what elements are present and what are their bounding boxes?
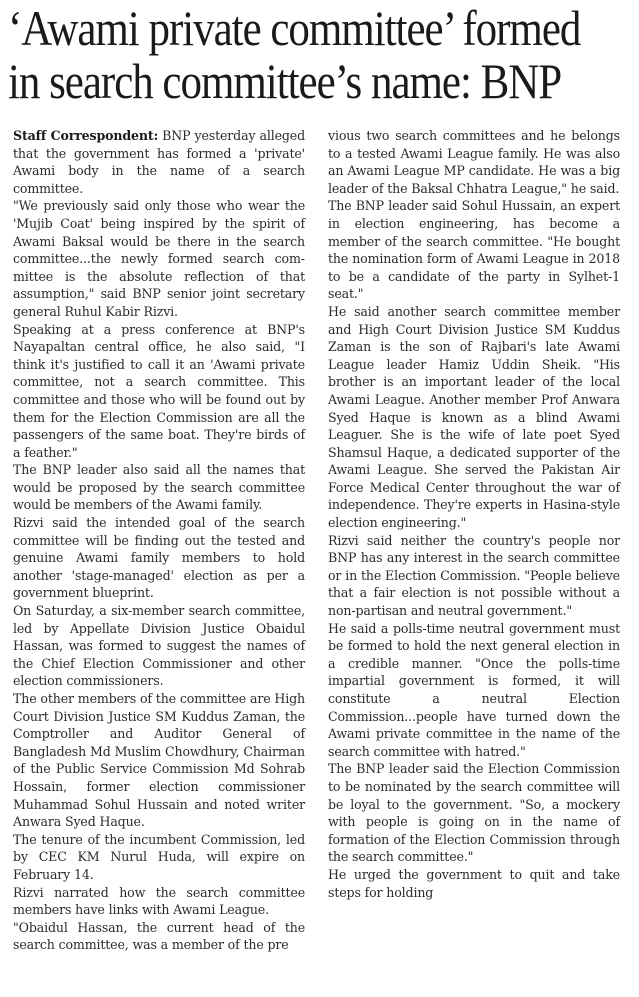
- paragraph: vious two search committees and he belongs to a tested Awami League family. He was also an Awami League MP candidate. He was a big leader of the Baksal Chhatra League," he said.: [328, 128, 620, 196]
- paragraph: Rizvi narrated how the search committee members have links with Awami League.: [13, 884, 305, 918]
- paragraph: He said a polls-time neutral government must be formed to hold the next general election in a credible manner. "Once the polls-time impartial government is formed, it will constitute a neutral Election Commission...people have turned down the Awami private committee in the name of the search committee with hatred.": [328, 620, 620, 759]
- paragraph: Rizvi said neither the country's people nor BNP has any interest in the search committee or in the Election Commission. "People believe that a fair election is not possible without a non-partisan and neutral government.": [328, 532, 620, 619]
- paragraph: "We previously said only those who wear the 'Mujib Coat' being inspired by the spirit of Awami Baksal would be there in the search committee...the newly formed search committee is the absolute reflection of that assumption," said BNP senior joint secretary general Ruhul Kabir Rizvi.: [13, 198, 305, 319]
- paragraph: The tenure of the incumbent Commission, led by CEC KM Nurul Huda, will expire on February 14.: [13, 831, 305, 882]
- article-column-right: [328, 127, 620, 901]
- paragraph: On Saturday, a six-member search committee, led by Appellate Division Justice Obaidul Hassan, was formed to suggest the names of the Chief Election Commissioner and other election commissioners.: [13, 603, 305, 689]
- headline: [8, 0, 581, 109]
- paragraph: The other members of the committee are High Court Division Justice SM Kuddus Zaman, the Comptroller and Auditor General of Bangladesh Md Muslim Chowdhury, Chairman of the Public Service Commission Md Sohrab Hossain, former election commissioner Muhammad Sohul Hussain and noted writer Anwara Syed Haque.: [13, 691, 305, 830]
- paragraph: He urged the government to quit and take steps for holding: [328, 866, 620, 900]
- paragraph: Speaking at a press conference at BNP's Nayapaltan central office, he also said, "I think it's justified to call it an 'Awami private committee, not a search committee. This committee and those who will be found out by them for the Election Commission are all the passengers of the same boat. They're birds of a feather.": [13, 321, 305, 460]
- paragraph: He said another search committee member and High Court Division Justice SM Kuddus Zaman is the son of Rajbari's late Awami League leader Hamiz Uddin Sheik. "His brother is an important leader of the local Awami League. Another member Prof Anwara Syed Haque is known as a blind Awami Leaguer. She is the wife of late poet Syed Shamsul Haque, a dedicated supporter of the Awami League. She served the Pakistan Air Force Medical Center throughout the war of independence. They're experts in Hasina-style election engineering.": [328, 303, 620, 531]
- paragraph: The BNP leader also said all the names that would be proposed by the search committee would be members of the Awami family.: [13, 462, 305, 513]
- headline-line-1: ‘Awami private committee’ formed: [8, 0, 581, 56]
- paragraph: Staff Correspondent: BNP yesterday alleged that the government has formed a 'private' Awami body in the name of a search committee.: [13, 128, 306, 196]
- paragraph: Rizvi said the intended goal of the search committee will be finding out the tested and genuine Awami family members to hold another 'stage-managed' election as per a government blueprint.: [13, 515, 305, 601]
- paragraph: The BNP leader said the Election Commission to be nominated by the search committee will be loyal to the government. "So, a mockery with people is going on in the name of formation of the Election Commission through the search committee.": [328, 761, 620, 865]
- headline-line-2: in search committee’s name: BNP: [8, 53, 562, 109]
- paragraph: The BNP leader said Sohul Hussain, an expert in election engineering, has become a member of the search committee. "He bought the nomination form of Awami League in 2018 to be a candidate of the party in Sylhet-1 seat.": [328, 198, 620, 302]
- paragraph: "Obaidul Hassan, the current head of the search committee, was a member of the pre: [13, 919, 305, 953]
- byline: Staff Correspondent:: [13, 128, 159, 143]
- article-column-left: [13, 127, 305, 954]
